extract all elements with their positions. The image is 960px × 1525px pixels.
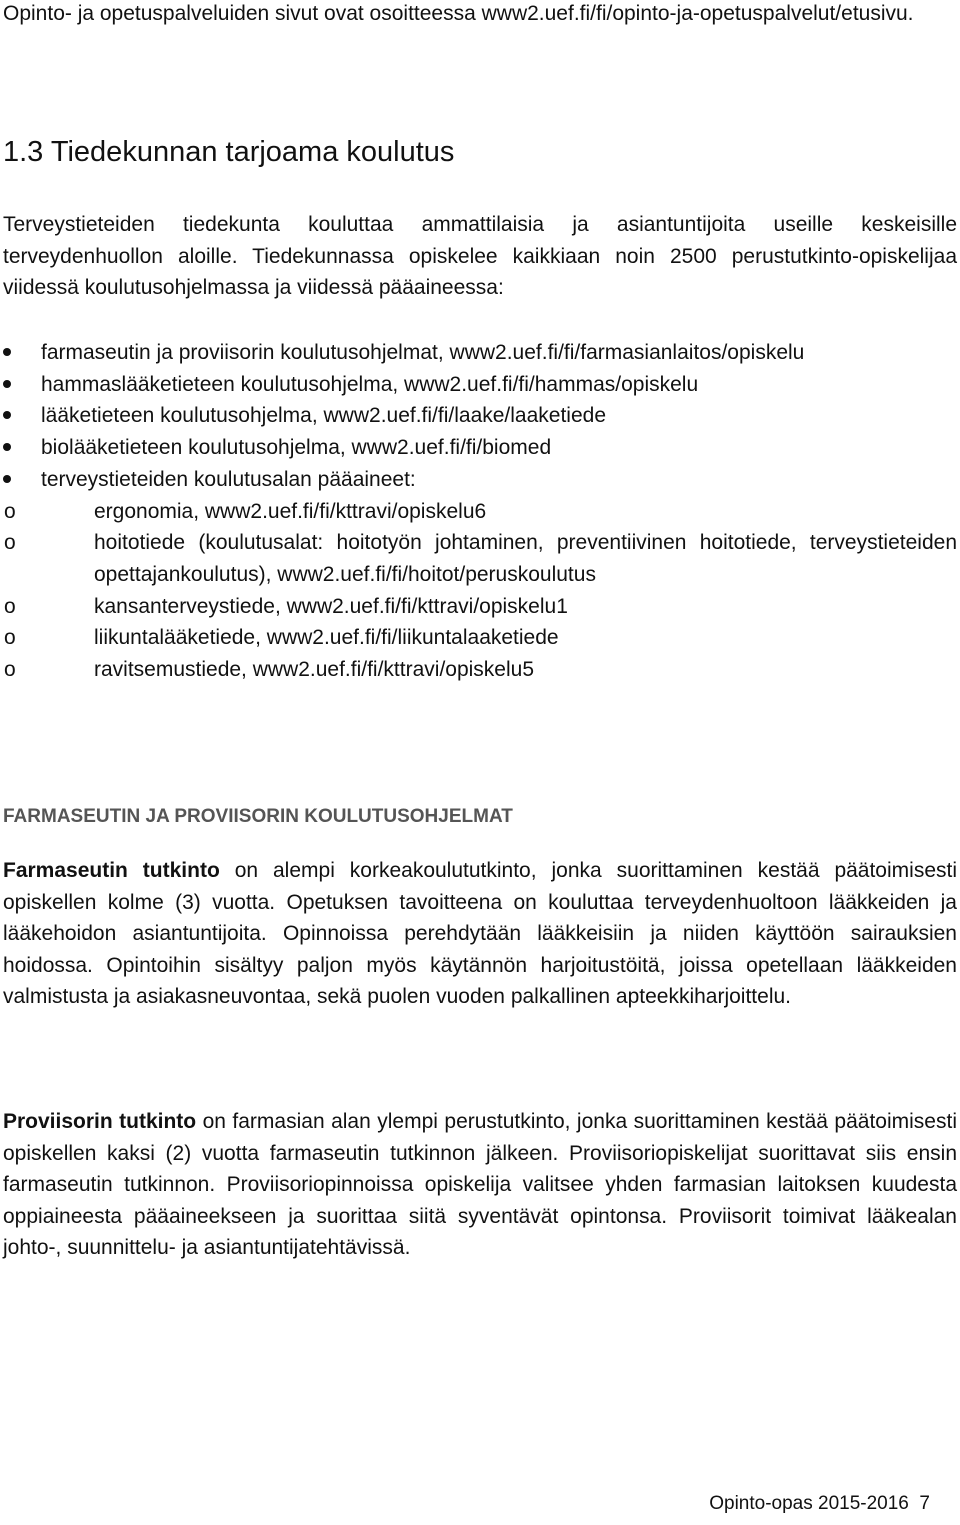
pharmacist-degree-text: on alempi korkeakoulututkinto, jonka suorittaminen kestää päätoimisesti opiskellen kolme (3) vuotta. Opetuksen tavoitteena on kouluttaa terveydenhuoltoon lääkkeiden ja lääkehoidon asiantuntijoita. Opinnoissa perehdytään lääkkeisiin ja niiden käyttöön sairauksien hoidossa. Opintoihin sisältyy paljon myös käytännön harjoitustöitä, joissa opetellaan lääkkeiden valmistusta ja asiakasneuvontaa, sekä puolen vuoden palkallinen apteekkiharjoittelu.: [3, 859, 957, 1008]
proviisori-degree-text: on farmasian alan ylempi perustutkinto, jonka suorittaminen kestää päätoimisesti opiskellen kaksi (2) vuotta farmaseutin tutkinnon jälkeen. Proviisoriopiskelijat suorittavat siis ensin farmaseutin tutkinnon. Proviisoriopinnoissa opiskelija valitsee yhden farmasian laitoksen kuudesta oppiaineesta pääaineekseen ja suorittaa siitä syventävät opintonsa. Proviisorit toimivat lääkealan johto-, suunnittelu- ja asiantuntijatehtävissä.: [3, 1110, 957, 1259]
bullet-icon: [3, 475, 11, 483]
program-list: [3, 337, 957, 686]
subject-text: hoitotiede (koulutusalat: hoitotyön johtaminen, preventiivinen hoitotiede, terveystieteiden opettajankoulutus), www2.uef.fi/fi/hoitot/peruskoulutus: [94, 531, 957, 586]
circle-bullet-icon: o: [4, 626, 16, 650]
intro-text: Opinto- ja opetuspalveluiden sivut ovat osoitteessa www2.uef.fi/fi/opinto-ja-opetuspalvelut/etusivu.: [3, 2, 914, 25]
circle-bullet-icon: o: [4, 658, 16, 682]
program-text: terveystieteiden koulutusalan pääaineet:: [41, 467, 416, 491]
proviisori-degree-paragraph: [3, 1106, 957, 1264]
circle-bullet-icon: o: [4, 531, 16, 555]
pharmacist-degree-term: Farmaseutin tutkinto: [3, 859, 220, 882]
pharmacist-degree-paragraph: [3, 855, 957, 1013]
circle-bullet-icon: o: [4, 594, 16, 618]
page-footer: Opinto-opas 2015-2016 7: [709, 1493, 930, 1514]
section-title: 1.3 Tiedekunnan tarjoama koulutus: [3, 136, 455, 168]
subject-text: kansanterveystiede, www2.uef.fi/fi/kttravi/opiskelu1: [94, 594, 568, 618]
list-item-subject: [3, 527, 957, 590]
list-item-subject: [3, 622, 957, 654]
program-text: lääketieteen koulutusohjelma, www2.uef.fi/fi/laake/laaketiede: [41, 404, 607, 428]
list-item-subject: [3, 496, 957, 528]
intro-paragraph: Terveystieteiden tiedekunta kouluttaa ammattilaisia ja asiantuntijoita useille keskeisille terveydenhuollon aloille. Tiedekunnassa opiskelee kaikkiaan noin 2500 perustutkinto-opiskelijaa viidessä koulutusohjelmassa ja viidessä pääaineessa:: [3, 213, 957, 299]
bullet-icon: [3, 380, 11, 388]
subject-list: [4, 496, 957, 686]
list-item-program: [3, 432, 957, 464]
subject-text: ravitsemustiede, www2.uef.fi/fi/kttravi/opiskelu5: [94, 658, 535, 682]
list-item-program: [3, 369, 957, 401]
programs-section-heading: FARMASEUTIN JA PROVIISORIN KOULUTUSOHJELMAT: [3, 806, 513, 827]
list-item-program: [3, 400, 957, 432]
list-item-subject: [3, 591, 957, 623]
bullet-icon: [3, 443, 11, 451]
program-text: farmaseutin ja proviisorin koulutusohjelmat, www2.uef.fi/fi/farmasianlaitos/opiskelu: [41, 341, 805, 364]
circle-bullet-icon: o: [4, 499, 16, 523]
subject-text: ergonomia, www2.uef.fi/fi/kttravi/opiskelu6: [94, 499, 487, 523]
subject-text: liikuntalääketiede, www2.uef.fi/fi/liikuntalaaketiede: [94, 626, 559, 650]
list-item-program: [3, 337, 957, 369]
program-text: biolääketieteen koulutusohjelma, www2.uef.fi/fi/biomed: [41, 436, 552, 460]
bullet-icon: [3, 348, 11, 356]
list-item-program: [3, 464, 957, 686]
program-text: hammaslääketieteen koulutusohjelma, www2.uef.fi/fi/hammas/opiskelu: [41, 372, 699, 396]
list-item-subject: [3, 654, 957, 686]
bullet-icon: [3, 411, 11, 419]
proviisori-degree-term: Proviisorin tutkinto: [3, 1110, 197, 1133]
